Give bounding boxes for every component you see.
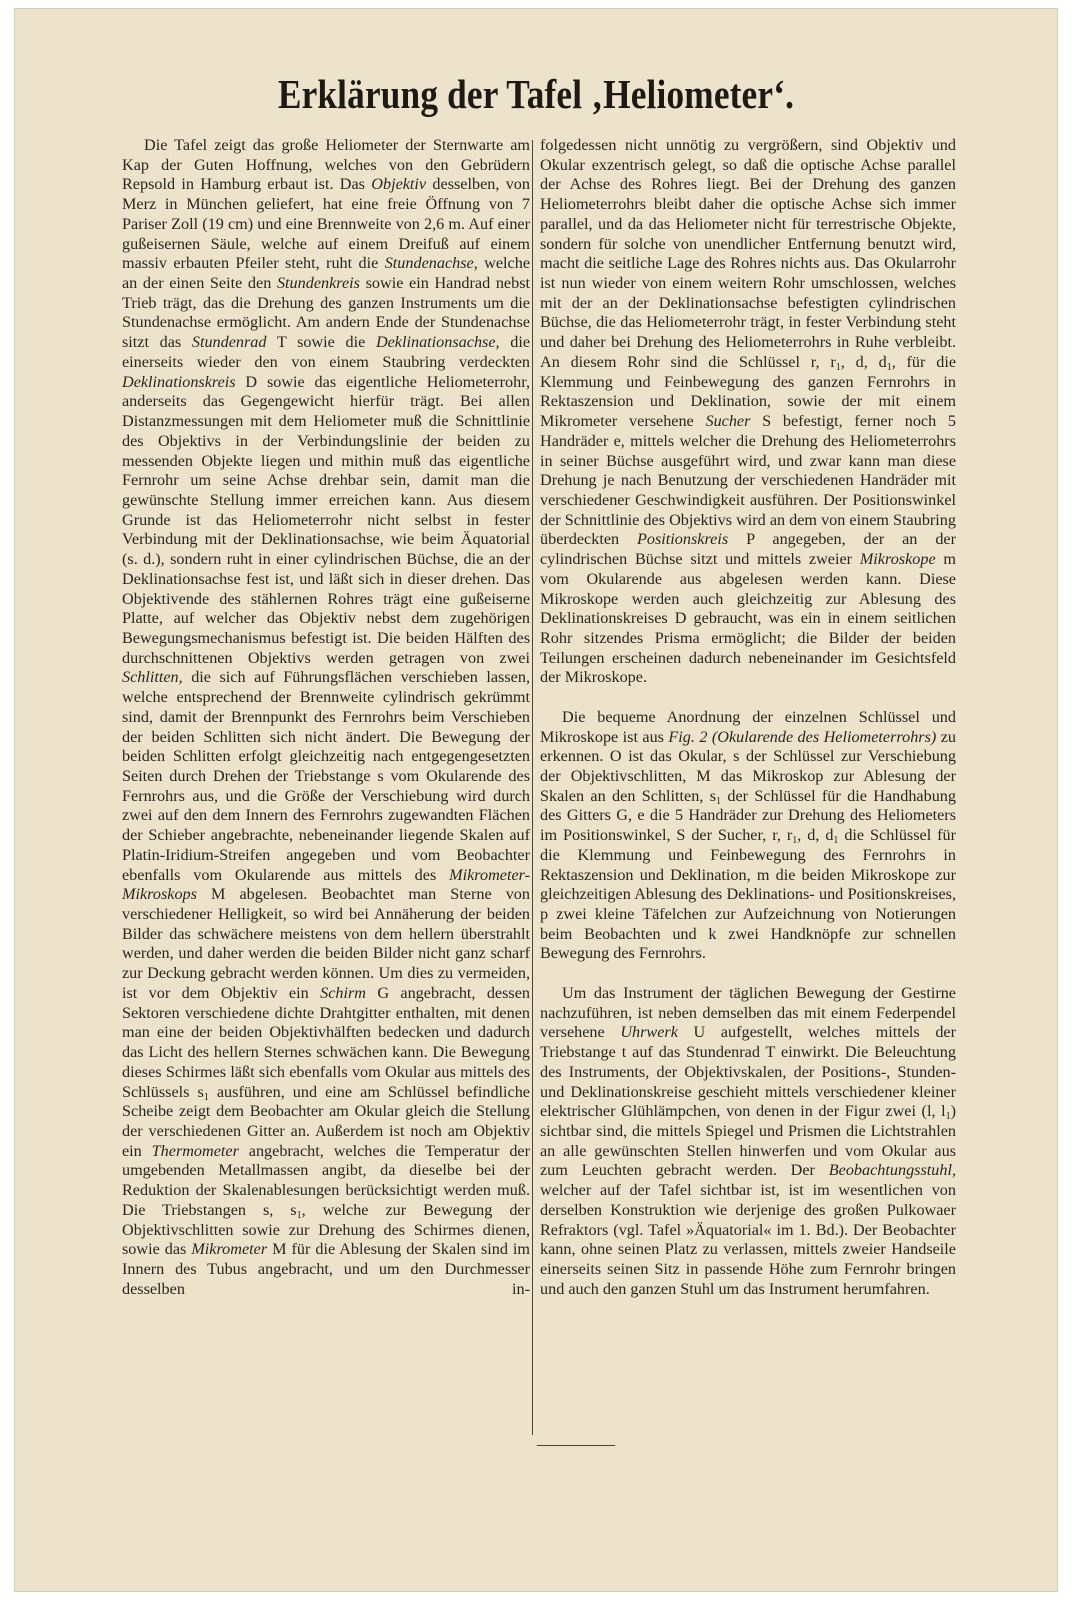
left-column: Die Tafel zeigt das große Heliometer der Sternwarte am Kap der Guten Hoffnung, welches von den Gebrüdern Repsold in Hamburg erbaut ist. Das Objektiv desselben, von Merz in München geliefert, hat eine freie Öffnung von 7 Pariser Zoll (19 cm) und eine Brennweite von 2,6 m. Auf einer gußeisernen Säule, welche auf einem Dreifuß auf einem massiv erbauten Pfeiler steht, ruht die Stundenachse, welche an der einen Seite den Stundenkreis sowie ein Handrad nebst Trieb trägt, das die Drehung des ganzen Instruments um die Stundenachse ermöglicht. Am andern Ende der Stundenachse sitzt das Stundenrad T sowie die Deklinationsachse, die einerseits wieder den von einem Staubring verdeckten Deklinationskreis D sowie das eigentliche Heliometerrohr, anderseits das Gegengewicht hierfür trägt. Bei allen Distanzmessungen mit dem Heliometer muß die Schnittlinie des Objektivs in der Verbindungslinie der beiden zu messenden Objekte liegen und mithin muß das eigentliche Fernrohr um seine Achse drehbar sein, damit man die gewünschte Stellung immer erreichen kann. Aus diesem Grunde ist das Heliometerrohr nicht selbst in fester Verbindung mit der Deklinationsachse, wie beim Äquatorial (s. d.), sondern ruht in einer cylindrischen Büchse, die an der Deklinationsachse fest ist, und läßt sich in dieser drehen. Das Objektivende des stählernen Rohres trägt eine gußeiserne Platte, auf welcher das Objektiv nebst dem zugehörigen Bewegungsmechanismus befestigt ist. Die beiden Hälften des durchschnittenen Objektivs werden getragen von zwei Schlitten, die sich auf Führungsflächen verschieben lassen, welche entsprechend der Brennweite cylindrisch gekrümmt sind, damit der Brennpunkt des Fernrohrs beim Verschieben der beiden Schlitten sich nicht ändert. Die Bewegung der beiden Schlitten erfolgt gleichzeitig nach entgegengesetzten Seiten durch Drehen der Triebstange s vom Okularende des Fernrohrs aus, und die Größe der Verschiebung wird durch zwei auf den dem Innern des Fernrohrs zugewandten Flächen der Schieber angebrachte, nebeneinander liegende Skalen auf Platin-Iridium-Streifen angegeben und vom Beobachter ebenfalls vom Okularende aus mittels des Mikrometer-Mikroskops M abgelesen. Beobachtet man Sterne von verschiedener Helligkeit, so wird bei Annäherung der beiden Bilder das schwächere meistens von dem hellern überstrahlt werden, und daher werden die beiden Bilder nicht ganz scharf zur Deckung gebracht werden können. Um dies zu vermeiden, ist vor dem Objektiv ein Schirm G angebracht, dessen Sektoren verschiedene dichte Drahtgitter enthalten, mit denen man eine der beiden Objektivhälften bedecken und dadurch das Licht des hellern Sternes schwächen kann. Die Bewegung dieses Schirmes läßt sich ebenfalls vom Okular aus mittels des Schlüssels $s_1$ ausführen, und eine am Schlüssel befindliche Scheibe zeigt dem Beobachter am Okular gleich die Stellung der verschiedenen Gitter an. Außerdem ist noch am Objektiv ein Thermometer angebracht, welches die Temperatur der umgebenden Metallmassen angibt, da dieselbe bei der Reduktion der Skalenablesungen berücksichtigt werden muß. Die Triebstangen s, $s_1$, welche zur Bewegung der Objektivschlitten sowie zur Drehung des Schirmes dienen, sowie das Mikrometer M für die Ablesung der Skalen sind im Innern des Tubus angebracht, und um den Durchmesser desselben in- [122, 136, 530, 1298]
right-column: folgedessen nicht unnötig zu vergrößern, sind Objektiv und Okular exzentrisch gelegt, so daß die optische Achse parallel der Achse des Rohres liegt. Bei der Drehung des ganzen Heliometerrohrs bleibt daher die optische Achse sich immer parallel, und da das Heliometer nicht für terrestrische Objekte, sondern für solche von unendlicher Entfernung benutzt wird, macht die seitliche Lage des Rohres nichts aus. Das Okularrohr ist nun wieder von einem weitern Rohr umschlossen, welches mit der an der Deklinationsachse befestigten cylindrischen Büchse, die das Heliometerrohr trägt, in fester Verbindung steht und daher bei Drehung des Heliometerrohrs in Ruhe verbleibt. An diesem Rohr sind die Schlüssel r, $r_1$, d, $d_1$, für die Klemmung und Feinbewegung des ganzen Fernrohrs in Rektaszension und Deklination, sowie der mit einem Mikrometer versehene Sucher S befestigt, ferner noch 5 Handräder e, mittels welcher die Drehung des Heliometerrohrs in seiner Büchse ausgeführt wird, und zwar kann man diese Drehung je nach Benutzung der verschiedenen Handräder mit verschiedener Geschwindigkeit ausführen. Der Positionswinkel der Schnittlinie des Objektivs wird an dem von einem Staubring überdeckten Positionskreis P angegeben, der an der cylindrischen Büchse sitzt und mittels zweier Mikroskope m vom Okularende aus abgelesen werden kann. Diese Mikroskope werden auch gleichzeitig zur Ablesung des Deklinationskreises D gebraucht, was ein in einem seitlichen Rohr sitzendes Prisma ermöglicht; die Bilder der beiden Teilungen erscheinen dadurch nebeneinander im Gesichtsfeld der Mikroskope. Die bequeme Anordnung der einzelnen Schlüssel und Mikroskope ist aus Fig. 2 (Okularende des Heliometerrohrs) zu erkennen. O ist das Okular, s der Schlüssel zur Verschiebung der Objektivschlitten, M das Mikroskop zur Ablesung der Skalen an den Schlitten, $s_1$ der Schlüssel für die Handhabung des Gitters G, e die 5 Handräder zur Drehung des Heliometers im Positionswinkel, S der Sucher, r, $r_1$, d, $d_1$ die Schlüssel für die Klemmung und Feinbewegung des Fernrohrs in Rektaszension und Deklination, m die beiden Mikroskope zur gleichzeitigen Ablesung des Deklinations- und Positionskreises, p zwei kleine Täfelchen zur Aufzeichnung von Notierungen beim Beobachten und k zwei Handknöpfe zur schnellen Bewegung des Fernrohrs. Um das Instrument der täglichen Bewegung der Gestirne nachzuführen, ist neben demselben das mit einem Federpendel versehene Uhrwerk U aufgestellt, welches mittels der Triebstange t auf das Stundenrad T einwirkt. Die Beleuchtung des Instruments, der Objektivskalen, der Positions-, Stunden- und Deklinationskreise geschieht mittels verschiedener kleiner elektrischer Glühlämpchen, von denen in der Figur zwei (l, $l_1$) sichtbar sind, die mittels Spiegel und Prismen die Lichtstrahlen an alle gewünschten Stellen hinwerfen und vom Okular aus zum Leuchten gebracht werden. Der Beobachtungsstuhl, welcher auf der Tafel sichtbar ist, ist im wesentlichen von derselben Konstruktion wie derjenige des großen Pulkowaer Refraktors (vgl. Tafel »Äquatorial« im 1. Bd.). Der Beobachter kann, ohne seinen Platz zu verlassen, mittels zweier Handseile einerseits seinen Sitz in passende Höhe zum Fernrohr bringen und auch den ganzen Stuhl um das Instrument herumfahren. [540, 136, 957, 1298]
page-title: Erklärung der Tafel ‚Heliometer‘. [277, 71, 795, 117]
column-divider [532, 140, 533, 1435]
end-rule [537, 1445, 615, 1446]
page-sheet [14, 8, 1058, 1592]
